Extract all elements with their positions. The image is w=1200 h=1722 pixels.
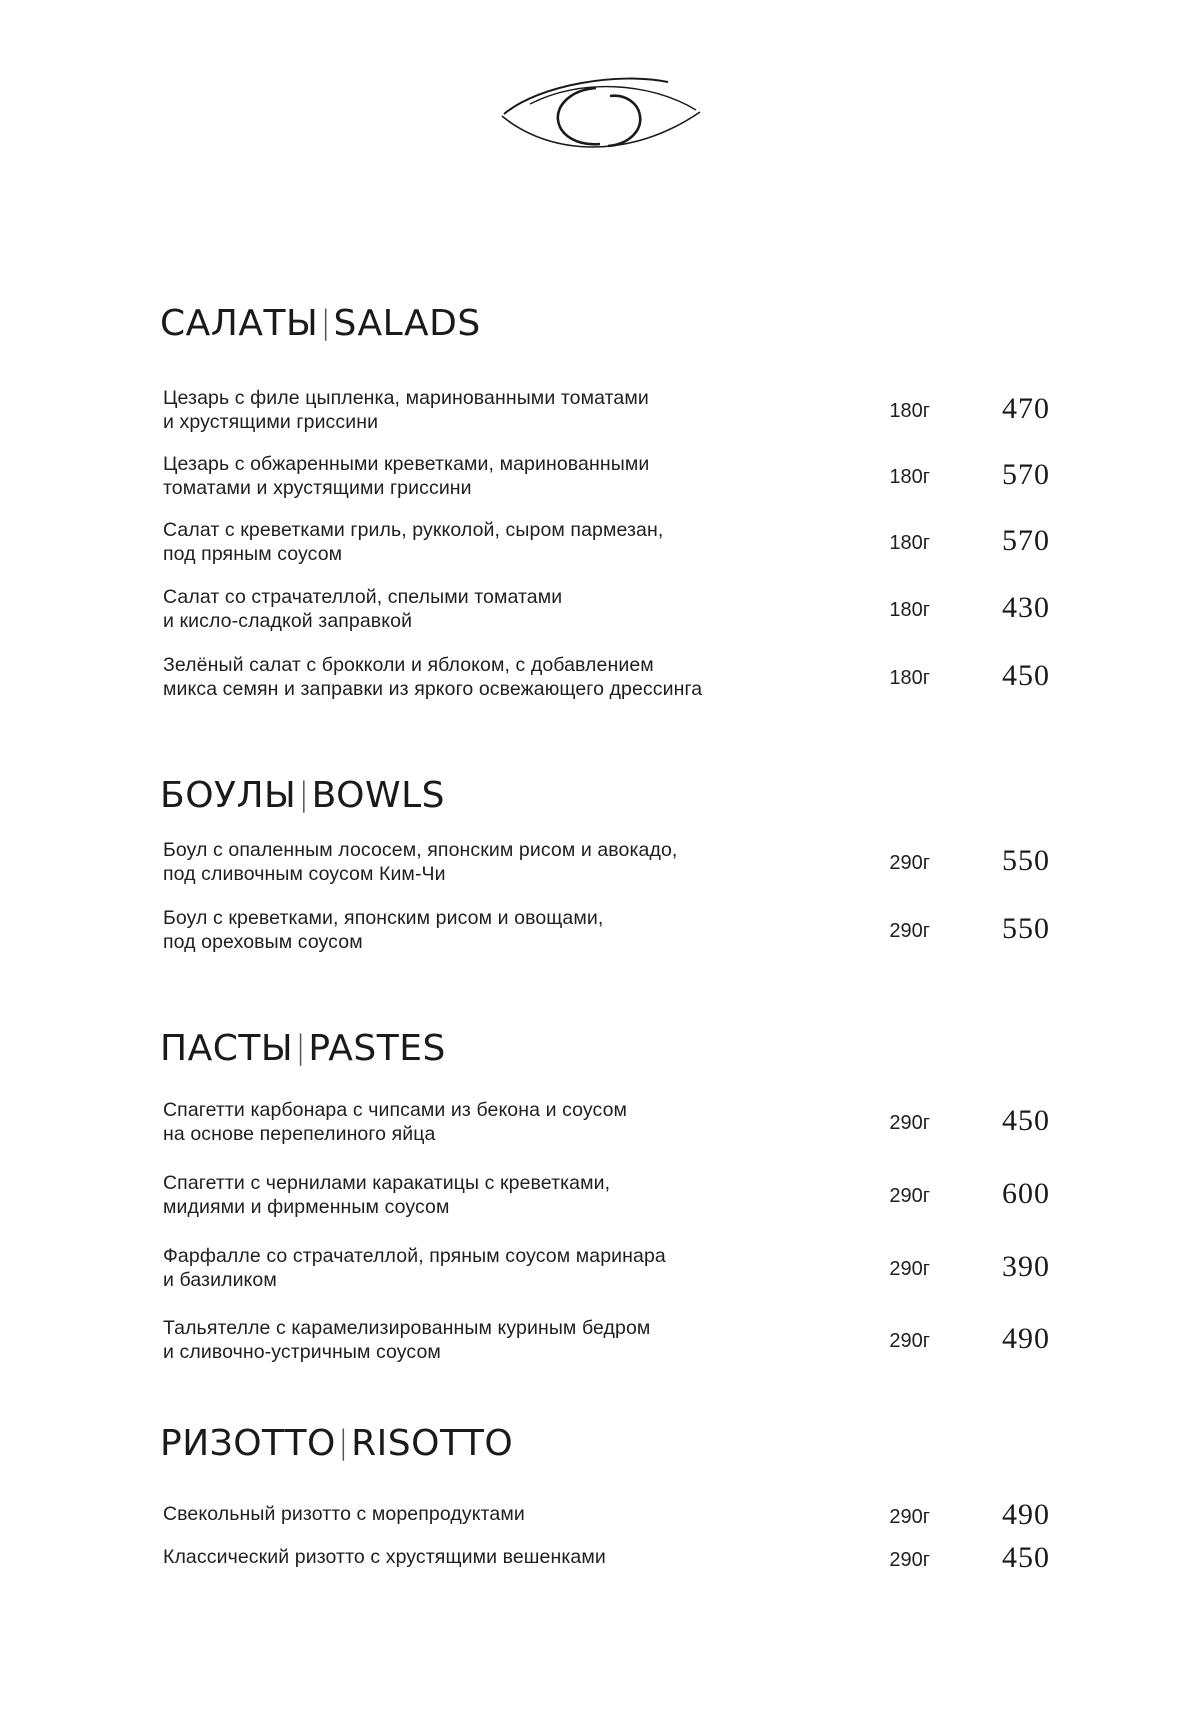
menu-item [160, 1541, 1050, 1575]
item-name: Салат со страчателлой, спелыми томатами и кисло-сладкой заправкой [163, 586, 563, 632]
menu-item [160, 1244, 1050, 1304]
item-price: 570 [1002, 524, 1050, 557]
item-price: 450 [1002, 1541, 1050, 1574]
item-price: 390 [1002, 1250, 1050, 1283]
item-weight: 290г [889, 852, 930, 874]
menu-item [160, 585, 1050, 645]
item-price: 570 [1002, 458, 1050, 491]
item-price: 490 [1002, 1498, 1050, 1531]
item-weight: 290г [889, 1112, 930, 1134]
item-weight: 180г [889, 400, 930, 422]
title-en: SALADS [333, 303, 481, 344]
item-name: Свекольный ризотто с морепродуктами [163, 1503, 525, 1525]
item-name: Салат с креветками гриль, рукколой, сыром пармезан, под пряным соусом [163, 519, 664, 565]
eye-logo-icon [500, 74, 704, 160]
item-name: Боул с креветками, японским рисом и овощами, под ореховым соусом [163, 907, 604, 953]
menu-item [160, 1098, 1050, 1158]
item-weight: 180г [889, 532, 930, 554]
item-weight: 180г [889, 667, 930, 689]
menu-item [160, 1316, 1050, 1376]
title-separator: | [295, 1028, 307, 1066]
item-weight: 180г [889, 466, 930, 488]
menu-item [160, 906, 1050, 966]
item-name: Цезарь с обжаренными креветками, маринованными томатами и хрустящими гриссини [163, 453, 650, 499]
title-en: BOWLS [311, 775, 445, 816]
item-weight: 290г [889, 1549, 930, 1571]
item-price: 450 [1002, 1104, 1050, 1137]
section-title [160, 774, 445, 818]
item-weight: 180г [889, 599, 930, 621]
item-price: 550 [1002, 912, 1050, 945]
item-weight: 290г [889, 1258, 930, 1280]
title-ru: РИЗОТТО [160, 1423, 336, 1464]
item-weight: 290г [889, 920, 930, 942]
menu-item [160, 452, 1050, 512]
menu-item [160, 653, 1050, 713]
item-name: Классический ризотто с хрустящими вешенками [163, 1546, 606, 1568]
section-title [160, 1422, 513, 1466]
item-name: Боул с опаленным лососем, японским рисом и авокадо, под сливочным соусом Ким-Чи [163, 839, 678, 885]
item-name: Цезарь с филе цыпленка, маринованными томатами и хрустящими гриссини [163, 387, 649, 433]
title-ru: ПАСТЫ [160, 1028, 294, 1069]
item-name: Тальятелле с карамелизированным куриным бедром и сливочно-устричным соусом [163, 1317, 651, 1363]
item-price: 490 [1002, 1322, 1050, 1355]
item-price: 470 [1002, 392, 1050, 425]
title-separator: | [298, 775, 310, 813]
title-ru: БОУЛЫ [160, 775, 297, 816]
item-name: Зелёный салат с брокколи и яблоком, с добавлением микса семян и заправки из яркого освежающего дрессинга [163, 654, 703, 700]
title-ru: САЛАТЫ [160, 303, 319, 344]
section-title [160, 302, 481, 346]
item-name: Фарфалле со страчателлой, пряным соусом маринара и базиликом [163, 1245, 666, 1291]
item-weight: 290г [889, 1330, 930, 1352]
title-separator: | [337, 1423, 350, 1461]
item-weight: 290г [889, 1506, 930, 1528]
title-separator: | [320, 303, 332, 341]
item-weight: 290г [889, 1185, 930, 1207]
title-en: PASTES [308, 1028, 446, 1069]
title-en: RISOTTO [351, 1423, 514, 1464]
menu-item [160, 518, 1050, 578]
menu-item [160, 1171, 1050, 1231]
menu-item [160, 838, 1050, 898]
section-title [160, 1027, 446, 1071]
item-price: 600 [1002, 1177, 1050, 1210]
item-price: 450 [1002, 659, 1050, 692]
item-name: Спагетти карбонара с чипсами из бекона и соусом на основе перепелиного яйца [163, 1099, 628, 1145]
menu-item [160, 1498, 1050, 1532]
item-price: 550 [1002, 844, 1050, 877]
item-name: Спагетти с чернилами каракатицы с креветками, мидиями и фирменным соусом [163, 1172, 611, 1218]
item-price: 430 [1002, 591, 1050, 624]
menu-item [160, 386, 1050, 446]
